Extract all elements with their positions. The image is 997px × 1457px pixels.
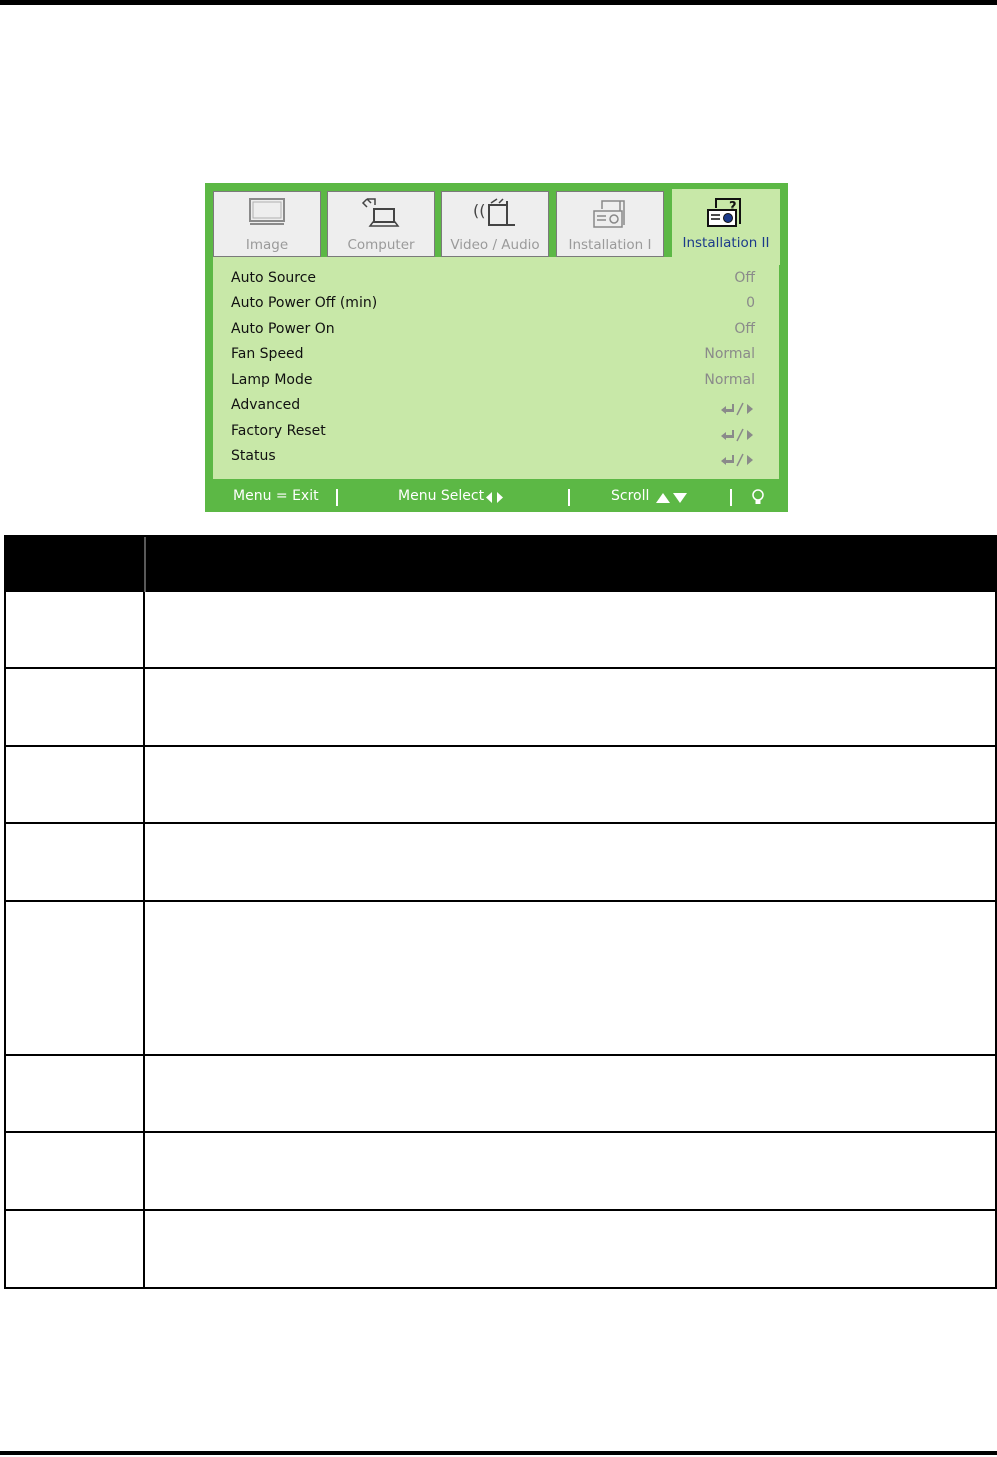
enter-arrow-icon [719,428,755,442]
table-row-divider [4,900,997,902]
menu-item-value: Normal [704,372,755,388]
footer-menu-exit: Menu = Exit [233,488,319,504]
menu-item-auto-source[interactable] [213,267,779,292]
left-right-arrows-icon [485,491,505,504]
menu-item-value: 0 [746,295,755,311]
tab-video-audio[interactable] [441,191,549,257]
table-column-divider [143,592,145,1289]
tab-computer[interactable] [327,191,435,257]
tab-label: Image [245,237,289,253]
laptop-icon [361,197,401,231]
menu-item-factory-reset[interactable] [213,420,779,445]
osd-footer [205,484,788,510]
menu-item-fan-speed[interactable] [213,343,779,368]
menu-item-value: Off [734,270,755,286]
menu-item-label: Status [231,448,276,464]
tab-label: Video / Audio [450,237,540,253]
footer-separator [730,489,732,506]
menu-item-label: Fan Speed [231,346,304,362]
menu-item-label: Advanced [231,397,301,413]
tab-installation-1[interactable] [556,191,664,257]
svg-text:((: (( [473,201,486,220]
menu-item-label: Auto Power On [231,321,335,337]
tab-label: Installation I [568,237,652,253]
table-row-divider [4,1131,997,1133]
menu-item-value: Normal [704,346,755,362]
menu-item-label: Factory Reset [231,423,326,439]
projector-icon [586,197,634,231]
table-row-divider [4,745,997,747]
menu-item-label: Auto Power Off (min) [231,295,378,311]
table-row-divider [4,1054,997,1056]
tab-installation-2[interactable] [672,189,780,265]
table-row-divider [4,822,997,824]
monitor-icon [247,197,287,227]
menu-item-advanced[interactable] [213,394,779,419]
table-row-divider [4,1209,997,1211]
osd-menu [205,183,788,512]
enter-arrow-icon [719,453,755,467]
video-audio-icon [471,197,519,231]
tab-label: Installation II [682,235,770,251]
bottom-rule [0,1451,997,1455]
menu-item-label: Lamp Mode [231,372,313,388]
footer-separator [336,489,338,506]
table-header [4,535,997,592]
table-header-divider [144,537,146,592]
tab-image[interactable] [213,191,321,257]
up-down-arrows-icon [655,491,689,504]
table-border-left [4,535,6,1289]
projector-settings-icon [700,194,752,232]
enter-arrow-icon [719,402,755,416]
footer-scroll: Scroll [611,488,650,504]
lamp-icon [751,489,765,506]
table-border-bottom [4,1287,997,1289]
footer-menu-select: Menu Select [398,488,485,504]
top-rule [0,0,997,5]
menu-item-lamp-mode[interactable] [213,369,779,394]
menu-item-auto-power-on[interactable] [213,318,779,343]
tab-label: Computer [347,237,415,253]
menu-item-auto-power-off[interactable] [213,292,779,317]
menu-item-value: Off [734,321,755,337]
footer-separator [568,489,570,506]
svg-text:?: ? [729,200,737,215]
menu-item-label: Auto Source [231,270,317,286]
menu-item-status[interactable] [213,445,779,470]
menu-body [213,257,779,479]
table-row-divider [4,667,997,669]
